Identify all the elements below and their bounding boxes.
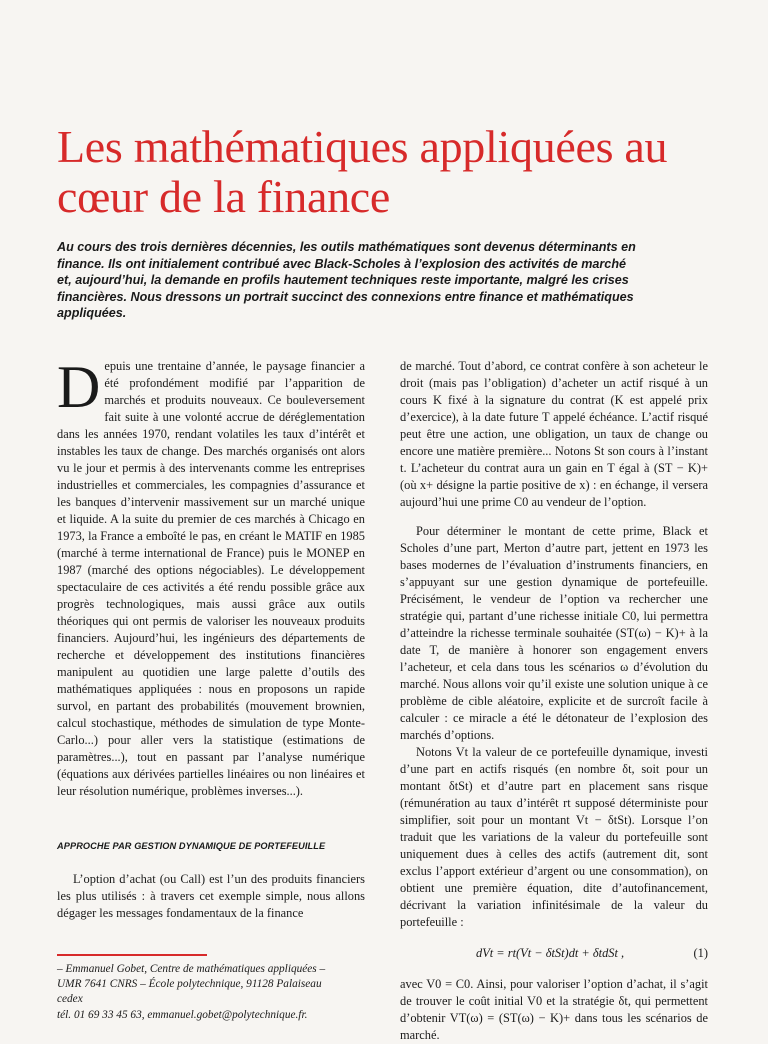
contract-paragraph: de marché. Tout d’abord, ce contrat confère à son acheteur le droit (mais pas l’obligation) d’acheter un actif risqué à un cours K fixé à la signature du contrat (K est appelé prix d’exercice), à la date future T appelé échéance. L’actif risqué peut être une action, une obligation, un taux de change ou encore une matière première... Notons St son cours à l’instant t. L’acheteur du contrat aura un gain en T égal à (ST − K)+ (où x+ désigne la partie positive de x) : en échange, il versera aujourd’hui une prime C0 au vendeur de l’option. <box>400 359 708 509</box>
left-column <box>57 354 365 922</box>
footnote-rule <box>57 954 207 956</box>
page-title: Les mathématiques appliquées au cœur de la finance <box>57 121 668 222</box>
black-scholes-paragraph: Pour déterminer le montant de cette prime, Black et Scholes d’une part, Merton d’autre part, jettent en 1973 les bases modernes de l’évaluation d’instruments financiers, en s’appuyant sur une gestion dynamique de portefeuille. Précisément, le vendeur de l’option va rechercher une stratégie qui, partant d’une richesse initiale C0, lui permettra d’atteindre la richesse terminale souhaitée (ST(ω) − K)+ à la date T, de manière à honorer son engagement envers l’acheteur, et cela dans tous les scénarios ω d’évolution du marché. Nous allons voir qu’il existe une solution unique à ce problème de cible aléatoire, explicite et de surcroît facile à calculer : ce miracle a été le détonateur de l’explosion des marchés d’options. <box>400 524 708 742</box>
call-option-paragraph: L’option d’achat (ou Call) est l’un des produits financiers les plus utilisés : à travers cet exemple simple, nous allons dégager les messages fondamentaux de la finance <box>57 872 365 920</box>
portfolio-paragraph: Notons Vt la valeur de ce portefeuille dynamique, investi d’une part en actifs risqués (en nombre δt, soit pour un montant δtSt) et d’autre part en placement sans risque (rémunération au taux d’intérêt rt supposé déterministe pour simplifier, soit pour un montant Vt − δtSt). Lorsque l’on traduit que les variations de la valeur du portefeuille sont uniquement dues à celles des actifs (autrement dit, sont exclus l’apport extérieur d’argent ou une consommation), on obtient une première équation, dite d’autofinancement, décrivant la variation infinitésimale de la valeur du portefeuille : <box>400 745 708 929</box>
abstract: Au cours des trois dernières décennies, les outils mathématiques sont devenus déterminants en finance. Ils ont initialement contribué avec Black-Scholes à l’explosion des activités de marché et, aujourd’hui, la demande en profils hautement techniques reste importante, malgré les crises financières. Nous dressons un portrait succinct des connexions entre finance et mathématiques appliquées. <box>57 240 636 321</box>
intro-text: epuis une trentaine d’année, le paysage financier a été profondément modifié par l’apparition de marchés et produits nouveaux. Ce bouleversement fait suite à une volonté accrue de déréglementation dans les années 1970, rendant volatiles les taux d’intérêt et instables les taux de change. Des marchés organisés ont alors vu le jour et permis à des intervenants comme les entreprises industrielles et commerciales, les compagnies d’assurance et les banques d’intervenir massivement sur un marché unique et liquide. A la suite du premier de ces marchés à Chicago en 1973, la France a emboîté le pas, en créant le MATIF en 1985 (marché à terme international de France) puis le MONEP en 1987 (marché des options négociables). Le développement spectaculaire de ces activités a été rendu possible grâce aux progrès technologiques, mais aussi grâce aux outils théoriques qui ont permis de valoriser les nouveaux produits financiers. Aujourd’hui, les ingénieurs des départements de recherche et développement des institutions financières manipulent au quotidien une large palette d’outils des mathématiques appliquées : nous en proposons un rapide survol, en partant des probabilités (mouvement brownien, calcul stochastique, méthodes de simulation de type Monte-Carlo...) pour aller vers la statistique (estimations de paramètres...), tout en passant par l’analyse numérique (équations aux dérivées partielles linéaires ou non linéaires et leur résolution numérique, problèmes inverses...). <box>57 359 365 798</box>
footnote-contact[interactable]: tél. 01 69 33 45 63, emmanuel.gobet@polytechnique.fr. <box>57 1008 308 1021</box>
section-heading: APPROCHE PAR GESTION DYNAMIQUE DE PORTEFEUILLE <box>57 841 326 851</box>
right-column <box>400 358 708 1044</box>
footnote-line: – Emmanuel Gobet, Centre de mathématiques appliquées – <box>57 963 326 975</box>
footnote-line: cedex <box>57 993 83 1006</box>
author-footnote <box>57 962 367 1023</box>
drop-cap: D <box>57 354 101 420</box>
footnote-line: UMR 7641 CNRS – École polytechnique, 91128 Palaiseau <box>57 978 322 991</box>
equation-1 <box>400 945 708 962</box>
equation-number: (1) <box>693 946 708 960</box>
intro-paragraph <box>57 354 365 800</box>
valuation-paragraph: avec V0 = C0. Ainsi, pour valoriser l’option d’achat, il s’agit de trouver le coût initial V0 et la stratégie δt, qui permettent d’obtenir VT(ω) = (ST(ω) − K)+ dans tous les scénarios de marché. <box>400 977 708 1042</box>
equation-formula: dVt = rt(Vt − δtSt)dt + δtdSt , <box>476 946 625 960</box>
